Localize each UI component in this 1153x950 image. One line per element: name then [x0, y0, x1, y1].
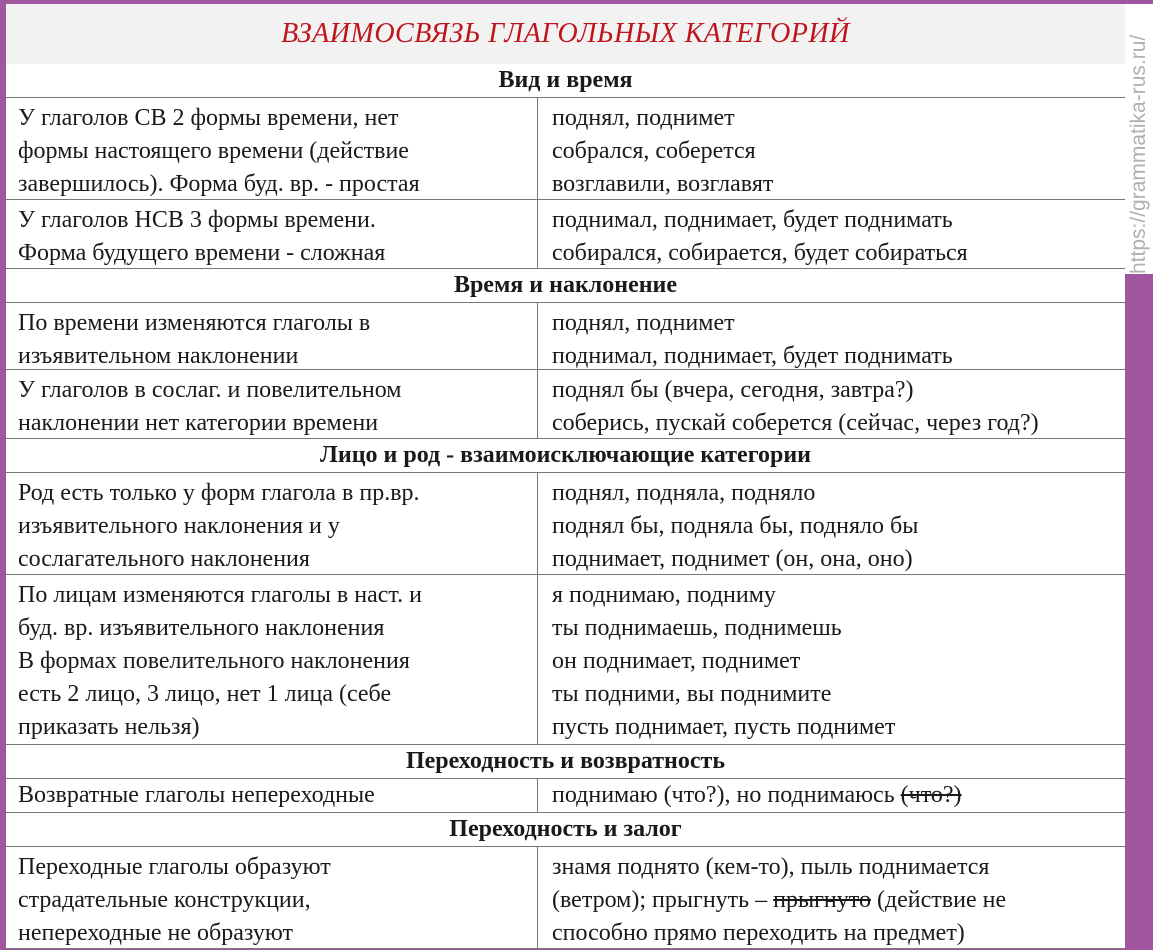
- section-heading: Время и наклонение: [6, 269, 1125, 303]
- section-heading: Переходность и возвратность: [6, 745, 1125, 779]
- example-line: поднимал, поднимает, будет поднимать: [552, 207, 953, 233]
- struck-text: прыгнуто: [773, 887, 871, 913]
- example-line: я поднимаю, подниму: [552, 582, 776, 608]
- table-row: [6, 370, 1125, 439]
- example-line: поднимает, поднимет (он, она, оно): [552, 546, 913, 572]
- example-line: поднял, подняла, подняло: [552, 480, 816, 506]
- example-line: собирался, собирается, будет собираться: [552, 240, 968, 266]
- example-text: (ветром); прыгнуть –: [552, 887, 774, 913]
- example-line: поднял, поднимет: [552, 105, 735, 131]
- example-line: способно прямо переходить на предмет): [552, 920, 965, 946]
- rule-cell: [6, 98, 538, 199]
- example-cell: [538, 370, 1125, 438]
- struck-text: (что?): [900, 782, 962, 808]
- rule-line: По лицам изменяются глаголы в наст. и: [18, 582, 422, 608]
- rule-cell: [6, 575, 538, 744]
- rule-cell: [6, 779, 538, 812]
- example-line: поднимал, поднимает, будет поднимать: [552, 343, 953, 369]
- rule-line: У глаголов СВ 2 формы времени, нет: [18, 105, 399, 131]
- section-heading: Переходность и залог: [6, 813, 1125, 847]
- rule-line: По времени изменяются глаголы в: [18, 310, 371, 336]
- watermark-url: https://grammatika-rus.ru/: [1127, 34, 1150, 274]
- table-row: [6, 473, 1125, 575]
- rule-line: изъявительного наклонения и у: [18, 513, 340, 539]
- example-line: он поднимает, поднимет: [552, 648, 801, 674]
- example-cell: [538, 98, 1125, 199]
- rule-cell: [6, 847, 538, 948]
- rule-line: У глаголов в сослаг. и повелительном: [18, 377, 402, 403]
- example-text: (действие не: [870, 887, 1007, 913]
- rule-line: Род есть только у форм глагола в пр.вр.: [18, 480, 420, 506]
- rule-line: изъявительном наклонении: [18, 343, 299, 369]
- section-heading: Лицо и род - взаимоисключающие категории: [6, 439, 1125, 473]
- rule-line: В формах повелительного наклонения: [18, 648, 410, 674]
- table-row: [6, 200, 1125, 269]
- example-line: поднял, поднимет: [552, 310, 735, 336]
- page-title: ВЗАИМОСВЯЗЬ ГЛАГОЛЬНЫХ КАТЕГОРИЙ: [281, 18, 850, 49]
- example-line: возглавили, возглавят: [552, 171, 774, 197]
- example-cell: [538, 303, 1125, 369]
- table-row: [6, 575, 1125, 745]
- rule-line: буд. вр. изъявительного наклонения: [18, 615, 385, 641]
- example-line: [552, 884, 1125, 917]
- example-cell: [538, 847, 1125, 948]
- example-line: поднял бы, подняла бы, подняло бы: [552, 513, 919, 539]
- title-bar: [6, 4, 1125, 65]
- example-line: [552, 779, 1125, 812]
- rule-cell: [6, 370, 538, 438]
- rule-line: есть 2 лицо, 3 лицо, нет 1 лица (себе: [18, 681, 392, 707]
- rule-line: наклонении нет категории времени: [18, 410, 379, 436]
- example-line: собрался, соберется: [552, 138, 756, 164]
- rule-line: формы настоящего времени (действие: [18, 138, 409, 164]
- example-cell: [538, 575, 1125, 744]
- rule-line: страдательные конструкции,: [18, 887, 311, 913]
- table-row: [6, 779, 1125, 813]
- rule-line: Возвратные глаголы непереходные: [18, 782, 375, 808]
- rule-line: приказать нельзя): [18, 714, 200, 740]
- example-line: знамя поднято (кем-то), пыль поднимается: [552, 854, 990, 880]
- rule-cell: [6, 200, 538, 268]
- example-cell: [538, 779, 1125, 812]
- verb-categories-table: [6, 64, 1125, 949]
- rule-line: сослагательного наклонения: [18, 546, 310, 572]
- rule-line: Переходные глаголы образуют: [18, 854, 331, 880]
- example-line: ты поднимаешь, поднимешь: [552, 615, 842, 641]
- watermark: [1125, 4, 1153, 274]
- table-row: [6, 98, 1125, 200]
- rule-cell: [6, 473, 538, 574]
- example-line: поднял бы (вчера, сегодня, завтра?): [552, 377, 914, 403]
- example-line: пусть поднимает, пусть поднимет: [552, 714, 896, 740]
- example-cell: [538, 200, 1125, 268]
- section-heading: Вид и время: [6, 64, 1125, 98]
- example-line: ты подними, вы поднимите: [552, 681, 832, 707]
- table-row: [6, 847, 1125, 949]
- example-cell: [538, 473, 1125, 574]
- example-line: соберись, пускай соберется (сейчас, через год?): [552, 410, 1039, 436]
- rule-line: завершилось). Форма буд. вр. - простая: [18, 171, 420, 197]
- rule-line: непереходные не образуют: [18, 920, 293, 946]
- rule-cell: [6, 303, 538, 369]
- table-row: [6, 303, 1125, 370]
- rule-line: Форма будущего времени - сложная: [18, 240, 386, 266]
- example-text: поднимаю (что?), но поднимаюсь: [552, 782, 901, 808]
- rule-line: У глаголов НСВ 3 формы времени.: [18, 207, 376, 233]
